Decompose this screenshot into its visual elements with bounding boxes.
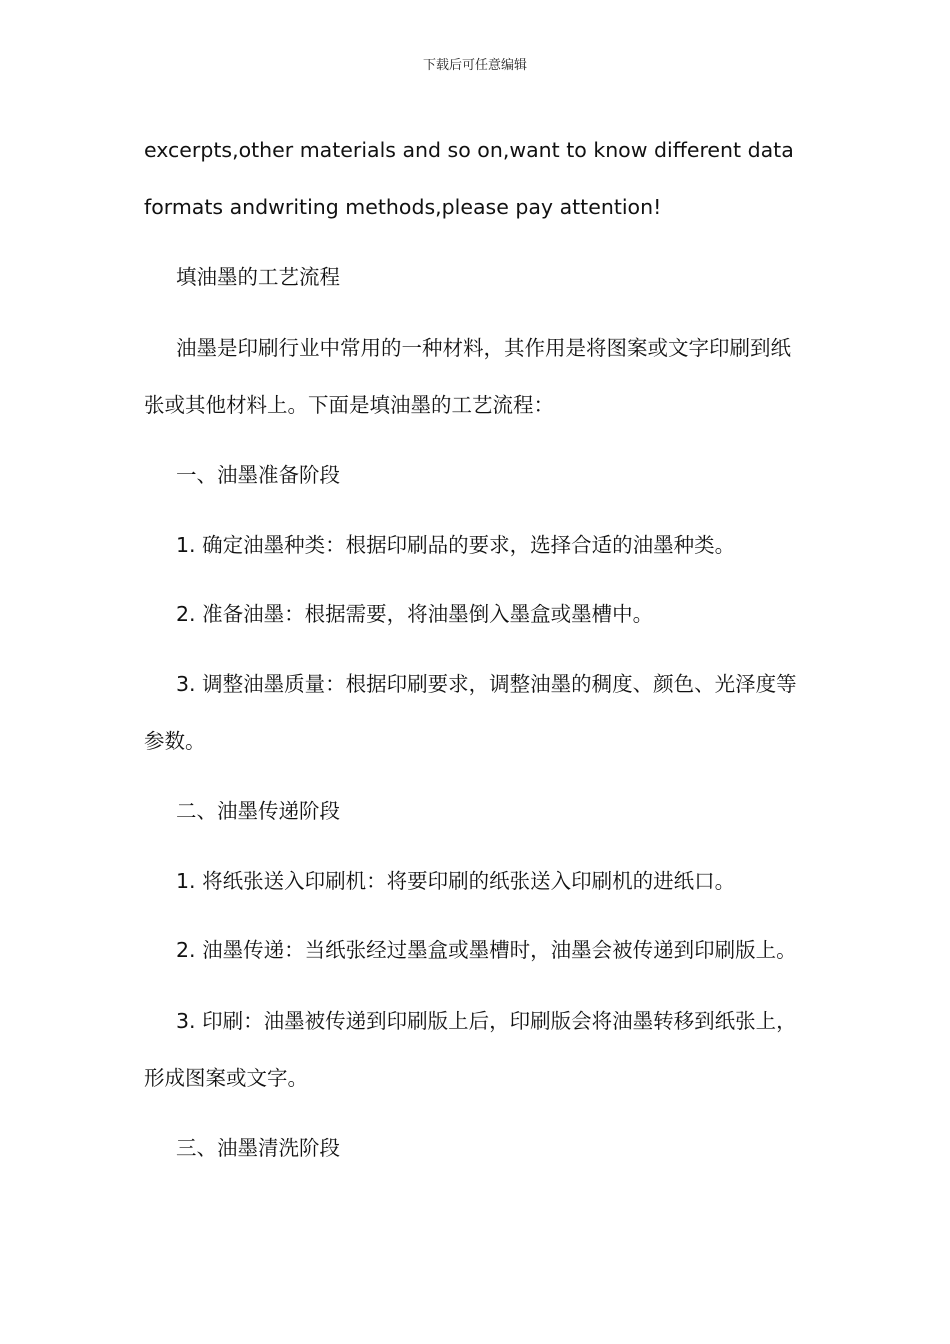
list-item: 2. 准备油墨：根据需要，将油墨倒入墨盒或墨槽中。: [176, 602, 654, 626]
list-item: 2. 油墨传递：当纸张经过墨盒或墨槽时，油墨会被传递到印刷版上。: [176, 938, 797, 962]
list-item-continuation: 参数。: [144, 729, 206, 753]
section-heading-3: 三、油墨清洗阶段: [176, 1136, 340, 1160]
intro-line-2: formats andwriting methods,please pay attention!: [144, 195, 662, 219]
list-item: 1. 将纸张送入印刷机：将要印刷的纸张送入印刷机的进纸口。: [176, 869, 736, 893]
list-item: 1. 确定油墨种类：根据印刷品的要求，选择合适的油墨种类。: [176, 533, 736, 557]
list-item: 3. 调整油墨质量：根据印刷要求，调整油墨的稠度、颜色、光泽度等: [176, 672, 797, 696]
paragraph-line: 油墨是印刷行业中常用的一种材料，其作用是将图案或文字印刷到纸: [176, 336, 791, 360]
page-header: 下载后可任意编辑: [422, 58, 527, 73]
list-item-continuation: 形成图案或文字。: [144, 1066, 308, 1090]
list-item: 3. 印刷：油墨被传递到印刷版上后，印刷版会将油墨转移到纸张上，: [176, 1009, 797, 1033]
section-heading-2: 二、油墨传递阶段: [176, 799, 340, 823]
intro-line-1: excerpts,other materials and so on,want to know different data: [144, 138, 794, 162]
paragraph-line: 张或其他材料上。下面是填油墨的工艺流程：: [144, 393, 554, 417]
section-heading-1: 一、油墨准备阶段: [176, 463, 340, 487]
document-title: 填油墨的工艺流程: [176, 265, 340, 289]
